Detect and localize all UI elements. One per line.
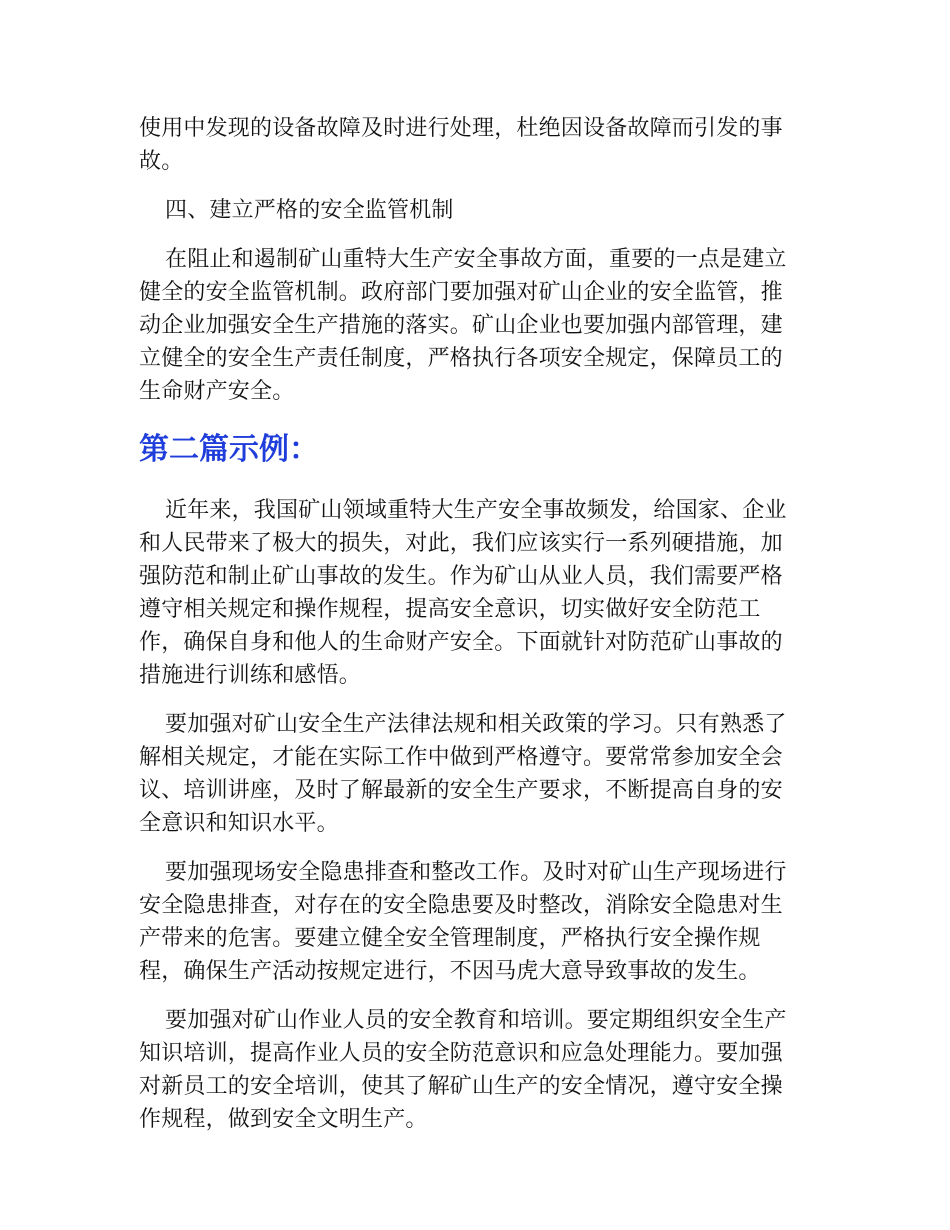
document-page (139, 112, 801, 1136)
paragraph-laws: 要加强对矿山安全生产法律法规和相关政策的学习。只有熟悉了解相关规定，才能在实际工作中做到严格遵守。要常常参加安全会议、培训讲座，及时了解最新的安全生产要求，不断提高自身的安全意识和知识水平。 (139, 712, 787, 836)
paragraph-intro: 近年来，我国矿山领域重特大生产安全事故频发，给国家、企业和人民带来了极大的损失，对此，我们应该实行一系列硬措施，加强防范和制止矿山事故的发生。作为矿山从业人员，我们需要严格遵守相关规定和操作规程，提高安全意识，切实做好安全防范工作，确保自身和他人的生命财产安全。下面就针对防范矿山事故的措施进行训练和感悟。 (139, 498, 787, 688)
paragraph-continuation: 使用中发现的设备故障及时进行处理，杜绝因设备故障而引发的事故。 (139, 116, 783, 174)
section-four-title: 四、建立严格的安全监管机制 (165, 198, 454, 223)
heading-second-example: 第二篇示例： (139, 432, 319, 467)
paragraph-section-four: 在阻止和遏制矿山重特大生产安全事故方面，重要的一点是建立健全的安全监管机制。政府部门要加强对矿山企业的安全监管，推动企业加强安全生产措施的落实。矿山企业也要加强内部管理，建立健全的安全生产责任制度，严格执行各项安全规定，保障员工的生命财产安全。 (139, 247, 787, 404)
paragraph-training: 要加强对矿山作业人员的安全教育和培训。要定期组织安全生产知识培训，提高作业人员的安全防范意识和应急处理能力。要加强对新员工的安全培训，使其了解矿山生产的安全情况，遵守安全操作规程，做到安全文明生产。 (139, 1008, 787, 1132)
paragraph-hazards: 要加强现场安全隐患排查和整改工作。及时对矿山生产现场进行安全隐患排查，对存在的安全隐患要及时整改，消除安全隐患对生产带来的危害。要建立健全安全管理制度，严格执行安全操作规程，确保生产活动按规定进行，不因马虎大意导致事故的发生。 (139, 860, 787, 984)
